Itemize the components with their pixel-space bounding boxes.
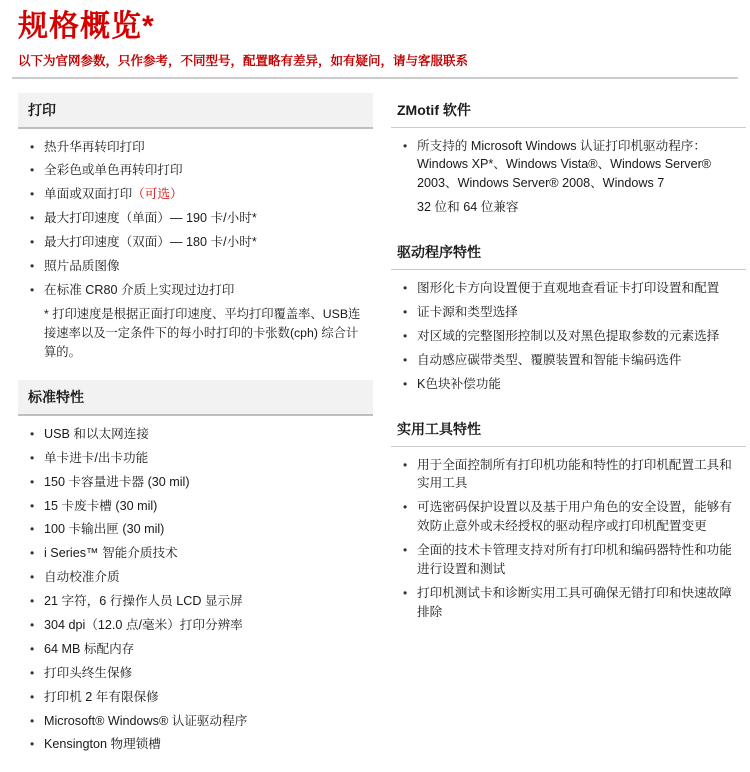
list-item bbox=[395, 541, 742, 579]
footnote-text: * 打印速度是根据正面打印速度、平均打印覆盖率、USB连接速率以及一定条件下的每小时打印的卡张数(cph) 综合计算的。 bbox=[44, 307, 360, 359]
bullet-icon: • bbox=[30, 568, 34, 587]
bullet-icon: • bbox=[30, 209, 34, 228]
bullet-icon: • bbox=[30, 712, 34, 731]
spec-columns bbox=[12, 93, 738, 772]
section-heading-driver-features: 驱动程序特性 bbox=[391, 235, 746, 270]
list-item-label: 证卡源和类型选择 bbox=[417, 305, 518, 319]
bullet-icon: • bbox=[403, 375, 407, 394]
bullet-icon: • bbox=[30, 425, 34, 444]
list-item-footnote bbox=[22, 305, 369, 362]
list-item-label: 全面的技术卡管理支持对所有打印机和编码器特性和功能进行设置和测试 bbox=[417, 543, 732, 576]
list-item-label: 打印机测试卡和诊断实用工具可确保无错打印和快速故障排除 bbox=[417, 586, 732, 619]
list-item-label: 可选密码保护设置以及基于用户角色的安全设置，能够有效防止意外或未经授权的驱动程序或打印机配置变更 bbox=[417, 500, 732, 533]
list-item-label: 在标准 CR80 介质上实现过边打印 bbox=[44, 283, 234, 297]
list-item-label: i Series™ 智能介质技术 bbox=[44, 546, 178, 560]
bullet-icon: • bbox=[403, 456, 407, 475]
section-heading-standard-features: 标准特性 bbox=[18, 380, 373, 416]
list-item bbox=[22, 209, 369, 228]
list-item bbox=[22, 449, 369, 468]
list-item-optional-tag: （可选） bbox=[132, 187, 182, 201]
left-column bbox=[18, 93, 373, 772]
bullet-icon: • bbox=[403, 541, 407, 560]
list-item bbox=[22, 281, 369, 300]
bullet-icon: • bbox=[30, 616, 34, 635]
bullet-icon: • bbox=[403, 498, 407, 517]
list-item-label: 全彩色或单色再转印打印 bbox=[44, 163, 183, 177]
list-item bbox=[395, 498, 742, 536]
list-item-label: 打印机 2 年有限保修 bbox=[44, 690, 159, 704]
right-column bbox=[391, 93, 746, 772]
list-item-label: 对区域的完整图形控制以及对黑色提取参数的元素选择 bbox=[417, 329, 719, 343]
list-item-label: 150 卡容量进卡器 (30 mil) bbox=[44, 475, 190, 489]
bullet-icon: • bbox=[30, 185, 34, 204]
list-item bbox=[22, 161, 369, 180]
bullet-icon: • bbox=[30, 592, 34, 611]
list-item bbox=[22, 712, 369, 731]
list-driver-features bbox=[391, 279, 746, 393]
list-item bbox=[395, 279, 742, 298]
list-item-label: 100 卡输出匣 (30 mil) bbox=[44, 522, 164, 536]
list-item bbox=[22, 257, 369, 276]
list-item bbox=[22, 640, 369, 659]
list-item-label: K色块补偿功能 bbox=[417, 377, 501, 391]
list-item-label: 自动感应碳带类型、覆膜装置和智能卡编码选件 bbox=[417, 353, 681, 367]
list-item-label: 21 字符，6 行操作人员 LCD 显示屏 bbox=[44, 594, 243, 608]
section-utility-features bbox=[391, 412, 746, 622]
list-item bbox=[22, 568, 369, 587]
bullet-icon: • bbox=[30, 161, 34, 180]
list-item-label: 所支持的 Microsoft Windows 认证打印机驱动程序：Windows XP*、Windows Vista®、Windows Server® 2003、Windows Server® 2008、Windows 7 bbox=[417, 139, 711, 191]
list-item-label: 自动校准介质 bbox=[44, 570, 120, 584]
list-item bbox=[395, 351, 742, 370]
bullet-icon: • bbox=[403, 137, 407, 156]
list-item-label: 照片品质图像 bbox=[44, 259, 120, 273]
bullet-icon: • bbox=[403, 351, 407, 370]
list-item bbox=[395, 456, 742, 494]
list-item-label: 32 位和 64 位兼容 bbox=[417, 200, 518, 214]
bullet-icon: • bbox=[403, 303, 407, 322]
list-item bbox=[22, 425, 369, 444]
list-item bbox=[22, 544, 369, 563]
subtitle-container bbox=[12, 43, 738, 79]
bullet-icon: • bbox=[30, 640, 34, 659]
list-item bbox=[395, 584, 742, 622]
list-standard-features bbox=[18, 425, 373, 754]
bullet-icon: • bbox=[30, 449, 34, 468]
list-item-label: 单面或双面打印 bbox=[44, 187, 132, 201]
list-item-label: 最大打印速度（双面）— 180 卡/小时* bbox=[44, 235, 257, 249]
list-zmotif-software bbox=[391, 137, 746, 218]
bullet-icon: • bbox=[30, 233, 34, 252]
section-zmotif-software bbox=[391, 93, 746, 218]
bullet-icon: • bbox=[30, 473, 34, 492]
section-heading-utility-features: 实用工具特性 bbox=[391, 412, 746, 447]
list-item-label: 64 MB 标配内存 bbox=[44, 642, 134, 656]
list-item-label: 热升华再转印打印 bbox=[44, 140, 145, 154]
list-item bbox=[22, 497, 369, 516]
list-item-label: USB 和以太网连接 bbox=[44, 427, 149, 441]
bullet-icon: • bbox=[30, 497, 34, 516]
list-item-label: Microsoft® Windows® 认证驱动程序 bbox=[44, 714, 247, 728]
list-item bbox=[22, 664, 369, 683]
section-driver-features bbox=[391, 235, 746, 393]
list-item-label: 最大打印速度（单面）— 190 卡/小时* bbox=[44, 211, 257, 225]
bullet-icon: • bbox=[403, 584, 407, 603]
section-heading-zmotif-software: ZMotif 软件 bbox=[391, 93, 746, 128]
list-item bbox=[395, 375, 742, 394]
section-standard-features bbox=[18, 380, 373, 754]
bullet-icon: • bbox=[30, 735, 34, 754]
list-item bbox=[395, 137, 742, 194]
bullet-icon: • bbox=[30, 520, 34, 539]
list-item bbox=[22, 616, 369, 635]
list-item bbox=[395, 327, 742, 346]
list-item-label: 304 dpi（12.0 点/毫米）打印分辨率 bbox=[44, 618, 243, 632]
list-item bbox=[22, 138, 369, 157]
list-item bbox=[22, 185, 369, 204]
bullet-icon: • bbox=[30, 138, 34, 157]
bullet-icon: • bbox=[30, 544, 34, 563]
section-printing bbox=[18, 93, 373, 362]
list-item bbox=[22, 735, 369, 754]
list-item bbox=[22, 520, 369, 539]
list-item bbox=[22, 473, 369, 492]
list-item-label: 15 卡废卡槽 (30 mil) bbox=[44, 499, 157, 513]
subtitle-text: 以下为官网参数，只作参考，不同型号，配置略有差异，如有疑问，请与客服联系 bbox=[18, 53, 732, 71]
bullet-icon: • bbox=[30, 688, 34, 707]
list-item bbox=[22, 233, 369, 252]
list-item-label: 图形化卡方向设置便于直观地查看证卡打印设置和配置 bbox=[417, 281, 719, 295]
page-title: 规格概览* bbox=[12, 0, 738, 43]
list-item-label: 打印头终生保修 bbox=[44, 666, 132, 680]
list-item-label: 用于全面控制所有打印机功能和特性的打印机配置工具和实用工具 bbox=[417, 458, 732, 491]
list-item-label: Kensington 物理锁槽 bbox=[44, 737, 161, 751]
bullet-icon: • bbox=[30, 257, 34, 276]
bullet-icon: • bbox=[30, 664, 34, 683]
list-item bbox=[395, 303, 742, 322]
section-heading-printing: 打印 bbox=[18, 93, 373, 129]
list-item bbox=[22, 592, 369, 611]
bullet-icon: • bbox=[403, 279, 407, 298]
bullet-icon: • bbox=[30, 281, 34, 300]
list-item bbox=[22, 688, 369, 707]
list-item-label: 单卡进卡/出卡功能 bbox=[44, 451, 148, 465]
bullet-icon: • bbox=[403, 327, 407, 346]
list-printing bbox=[18, 138, 373, 362]
list-item bbox=[395, 198, 742, 217]
list-utility-features bbox=[391, 456, 746, 622]
